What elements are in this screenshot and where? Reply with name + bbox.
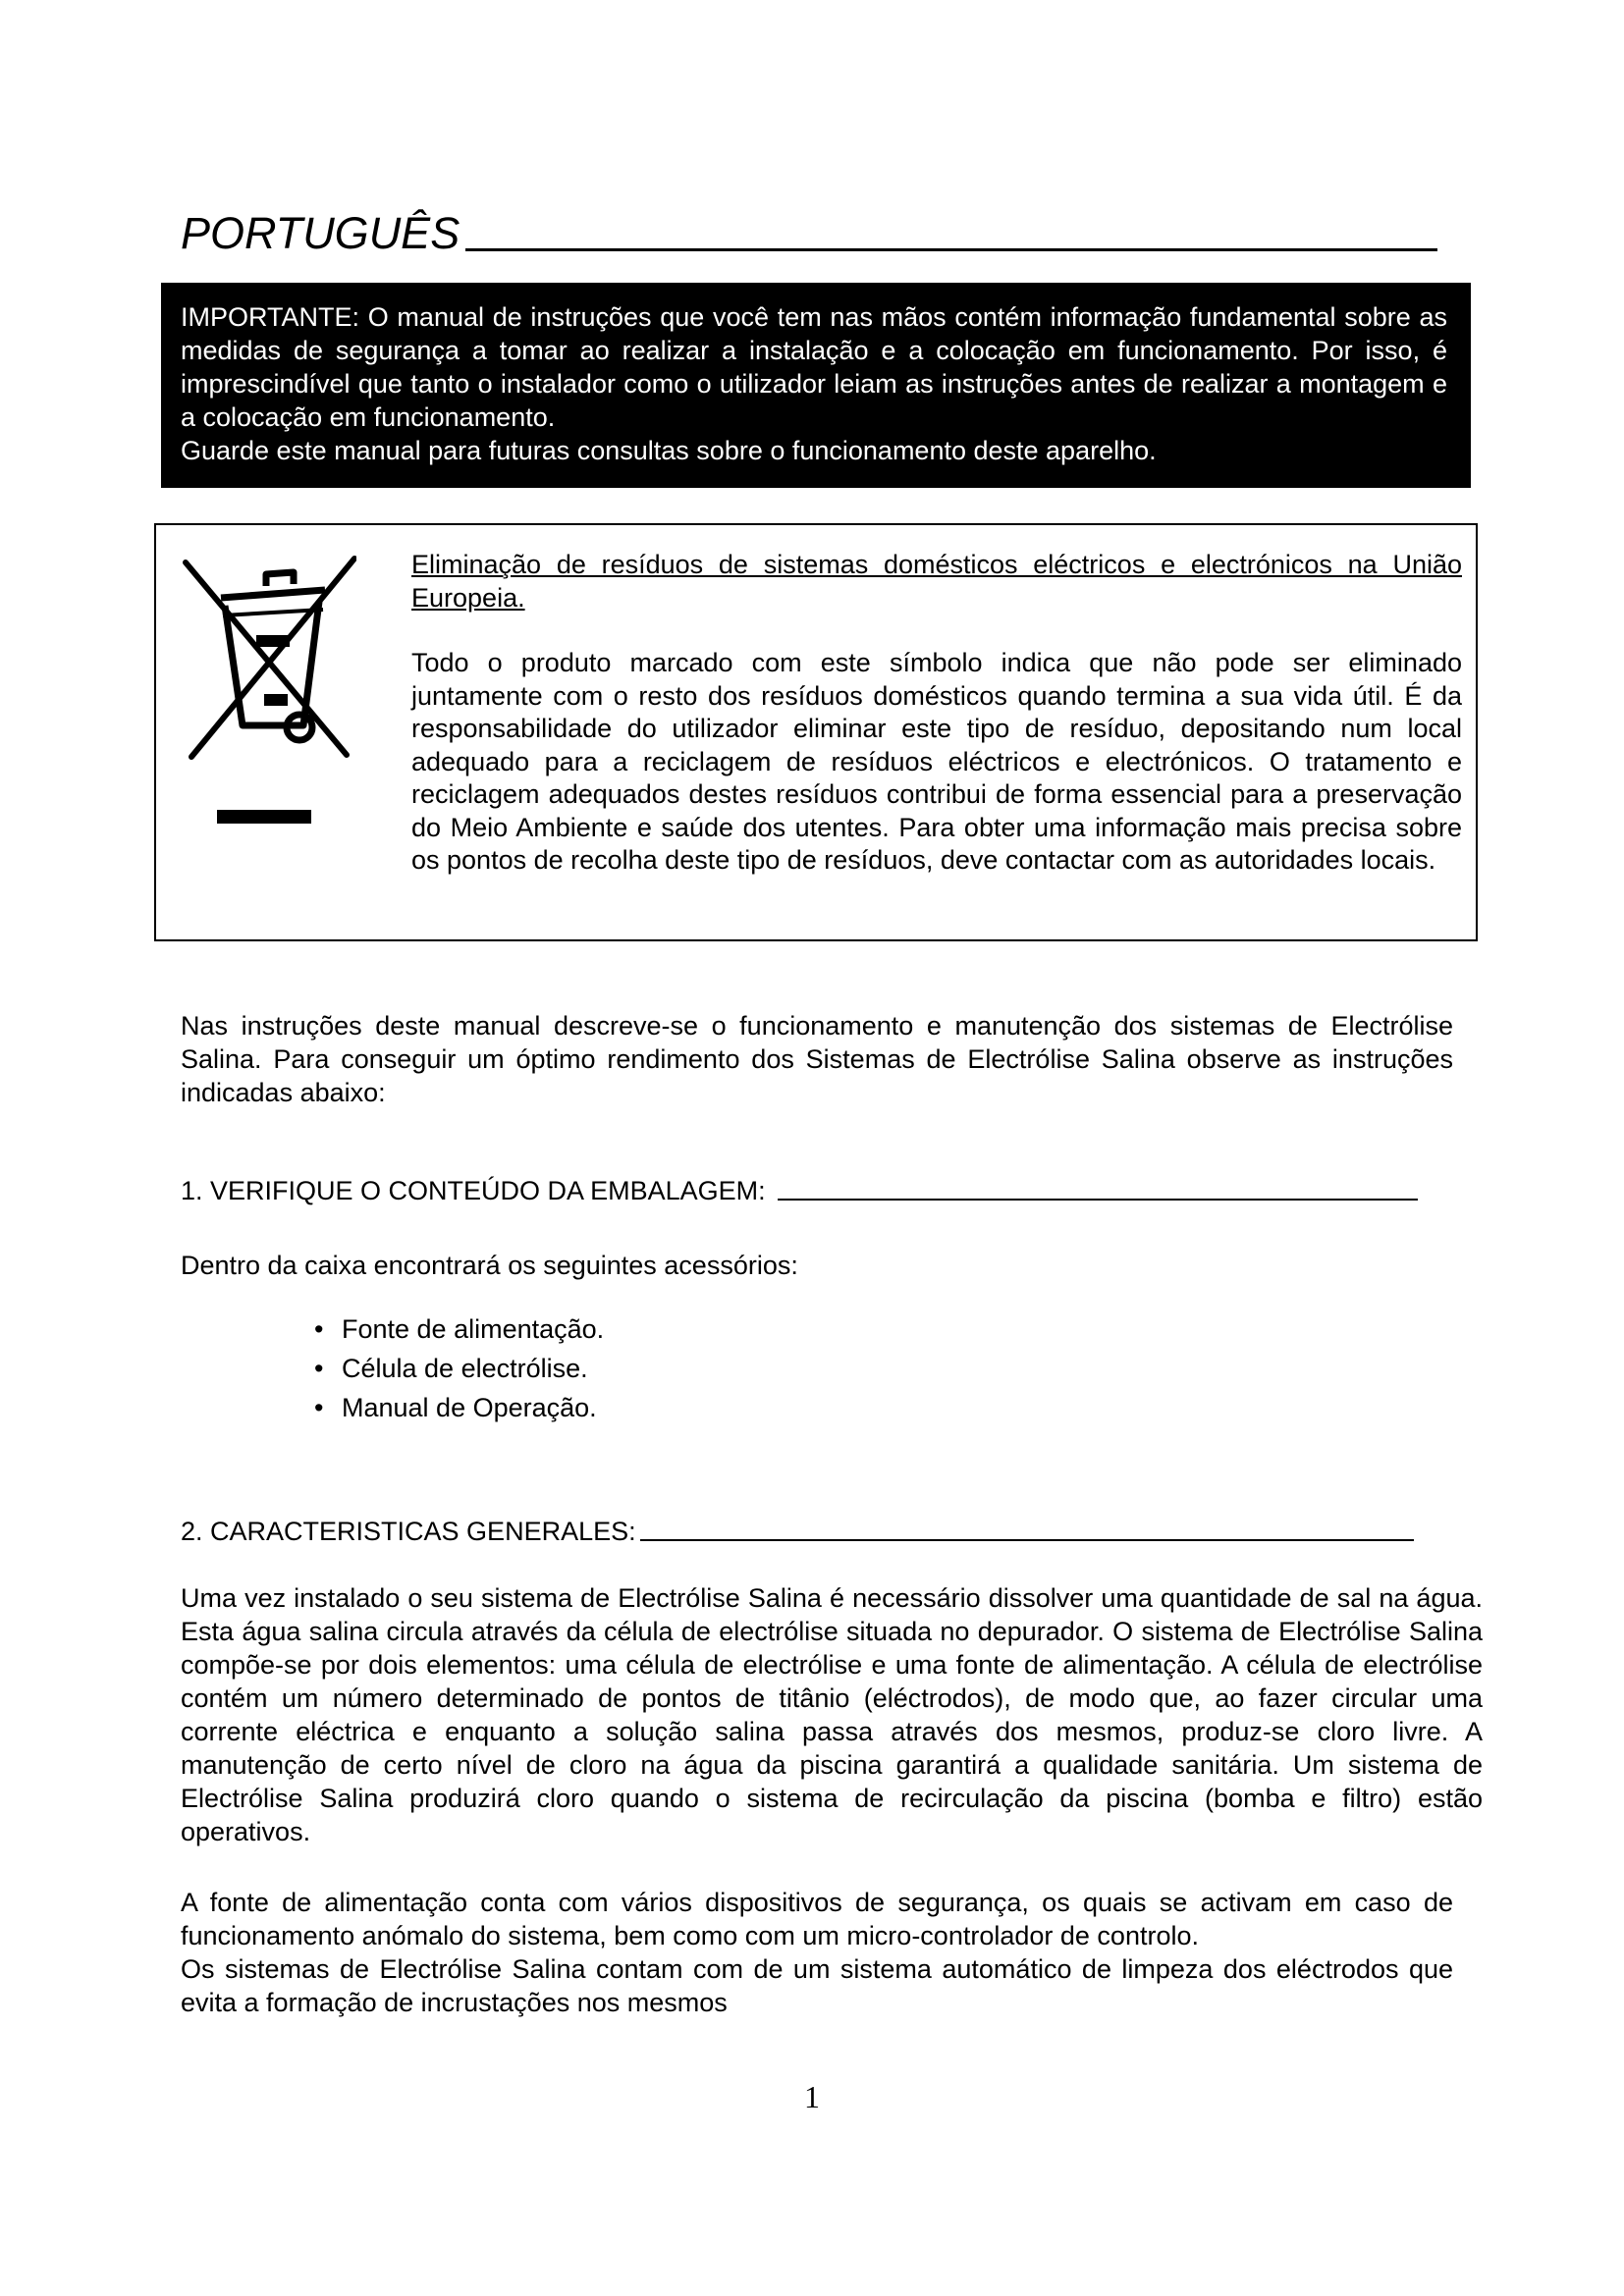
important-notice-text: IMPORTANTE: O manual de instruções que você tem nas mãos contém informação fundamental sobre as medidas de segurança a tomar ao realizar a instalação e a colocação em funcionamento. Por isso, é imprescindível que tanto o instalador como o utilizador leiam as instruções antes de realizar a montagem e a colocação em funcionamento.: [181, 302, 1447, 432]
section-2-rule: [640, 1539, 1414, 1541]
intro-paragraph: Nas instruções deste manual descreve-se o funcionamento e manutenção dos sistemas de Electrólise Salina. Para conseguir um óptimo rendimento dos Sistemas de Electrólise Salina observe as instruções indicadas abaixo:: [181, 1011, 1453, 1107]
contents-intro: Dentro da caixa encontrará os seguintes acessórios:: [181, 1251, 798, 1280]
page-title: PORTUGUÊS: [181, 208, 460, 258]
section-1-heading: 1. VERIFIQUE O CONTEÚDO DA EMBALAGEM:: [181, 1176, 766, 1205]
features-paragraphs-group: [181, 1886, 1453, 2019]
page-header: [181, 196, 1437, 258]
title-underline: [465, 248, 1437, 251]
important-notice-keep-manual: Guarde este manual para futuras consultas sobre o funcionamento deste aparelho.: [181, 436, 1157, 465]
weee-text-block: [411, 549, 1462, 878]
weee-body: Todo o produto marcado com este símbolo indica que não pode ser eliminado juntamente com o resto dos resíduos domésticos quando termina a sua vida útil. É da responsabilidade do utilizador eliminar este tipo de resíduo, depositando num local adequado para a reciclagem de resíduos eléctricos e electrónicos. O tratamento e reciclagem adequados destes resíduos contribui de forma essencial para a preservação do Meio Ambiente e saúde dos utentes. Para obter uma informação mais precisa sobre os pontos de recolha deste tipo de resíduos, deve contactar com as autoridades locais.: [411, 648, 1462, 875]
list-item: • Manual de Operação.: [314, 1388, 604, 1427]
important-notice-box: [161, 283, 1471, 488]
section-2-heading-row: [181, 1515, 1414, 1548]
section-1-heading-row: [181, 1174, 1418, 1207]
weee-heading: Eliminação de resíduos de sistemas domésticos eléctricos e electrónicos na União Europeia.: [411, 550, 1462, 613]
crossed-out-wheelie-bin-icon: [180, 547, 356, 846]
list-item: • Fonte de alimentação.: [314, 1309, 604, 1349]
section-1-rule: [778, 1199, 1418, 1201]
section-2-heading: 2. CARACTERISTICAS GENERALES:: [181, 1517, 636, 1546]
list-item: • Célula de electrólise.: [314, 1349, 604, 1388]
weee-disposal-box: [154, 523, 1478, 941]
features-paragraph-2: A fonte de alimentação conta com vários dispositivos de segurança, os quais se activam em caso de funcionamento anómalo do sistema, bem como com um micro-controlador de controlo.: [181, 1888, 1453, 1950]
features-paragraph-3: Os sistemas de Electrólise Salina contam com de um sistema automático de limpeza dos eléctrodos que evita a formação de incrustações nos mesmos: [181, 1954, 1453, 2017]
page-number: 1: [804, 2079, 820, 2114]
contents-list: [314, 1309, 604, 1427]
features-paragraph-1: Uma vez instalado o seu sistema de Electrólise Salina é necessário dissolver uma quantidade de sal na água. Esta água salina circula através da célula de electrólise situada no depurador. O sistema de Electrólise Salina compõe-se por dois elementos: uma célula de electrólise e uma fonte de alimentação. A célula de electrólise contém um número determinado de pontos de titânio (eléctrodos), de modo que, ao fazer circular uma corrente eléctrica e enquanto a solução salina passa através dos mesmos, produz-se cloro livre. A manutenção de certo nível de cloro na água da piscina garantirá a qualidade sanitária. Um sistema de Electrólise Salina produzirá cloro quando o sistema de recirculação da piscina (bomba e filtro) estão operativos.: [181, 1583, 1483, 1846]
